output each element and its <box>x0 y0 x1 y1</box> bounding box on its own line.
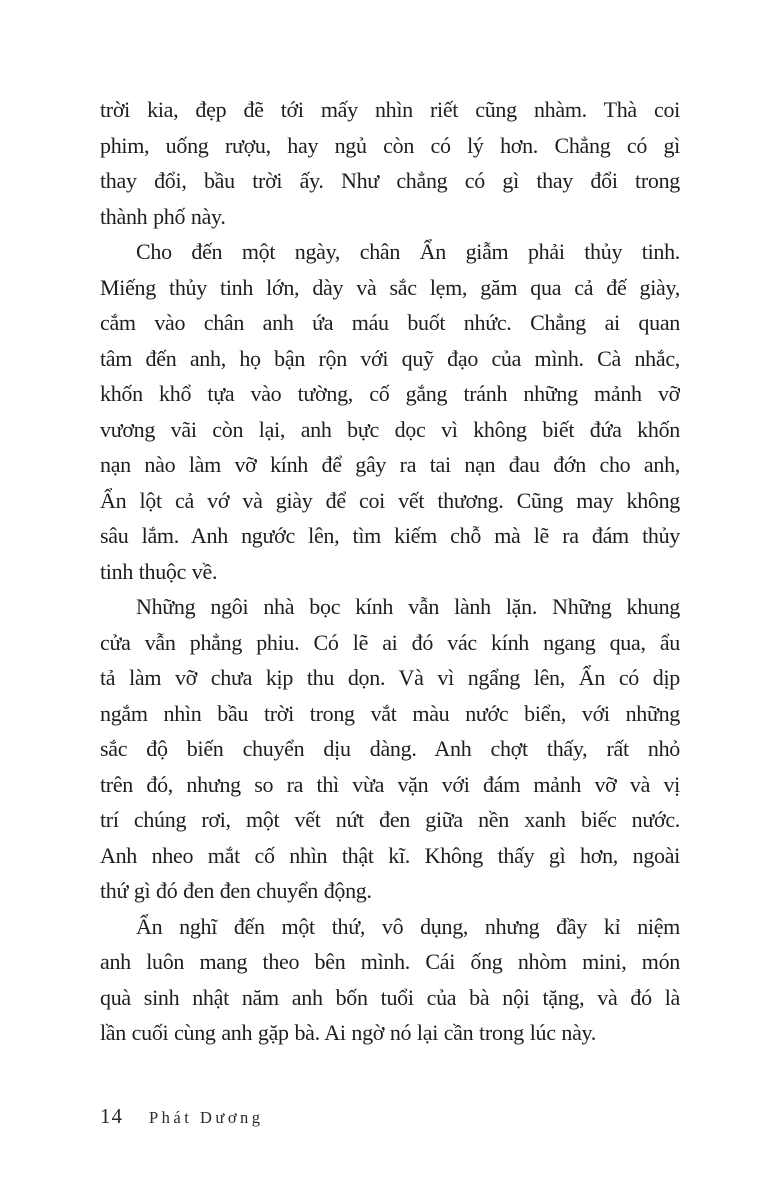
text-line: Cho đến một ngày, chân Ẩn giẫm phải thủy tinh. <box>136 239 680 264</box>
text-line: trí chúng rơi, một vết nứt đen giữa nền xanh biếc nước. <box>100 807 680 832</box>
text-line: nạn nào làm vỡ kính để gây ra tai nạn đau đớn cho anh, <box>100 452 680 477</box>
text-line: cắm vào chân anh ứa máu buốt nhức. Chẳng ai quan <box>100 310 680 335</box>
text-line: trời kia, đẹp đẽ tới mấy nhìn riết cũng nhàm. Thà coi <box>100 97 680 122</box>
paragraph <box>100 234 680 589</box>
text-line: sắc độ biến chuyển dịu dàng. Anh chợt thấy, rất nhỏ <box>100 736 680 761</box>
text-line: thay đổi, bầu trời ấy. Như chẳng có gì thay đổi trong <box>100 168 680 193</box>
page-footer <box>100 1104 680 1129</box>
text-line: Anh nheo mắt cố nhìn thật kĩ. Không thấy gì hơn, ngoài <box>100 842 680 868</box>
text-line: thành phố này. <box>100 203 226 229</box>
text-line: sâu lắm. Anh ngước lên, tìm kiếm chỗ mà lẽ ra đám thủy <box>100 523 680 548</box>
body-text <box>100 92 680 1051</box>
text-line: anh luôn mang theo bên mình. Cái ống nhòm mini, món <box>100 949 680 974</box>
text-line: Miếng thủy tinh lớn, dày và sắc lẹm, găm qua cả đế giày, <box>100 274 680 300</box>
paragraph <box>100 589 680 909</box>
text-line: phim, uống rượu, hay ngủ còn có lý hơn. Chẳng có gì <box>100 132 680 158</box>
text-line: trên đó, nhưng so ra thì vừa vặn với đám mảnh vỡ và vị <box>100 771 680 797</box>
text-line: Ẩn lột cả vớ và giày để coi vết thương. Cũng may không <box>100 487 680 513</box>
text-line: tinh thuộc về. <box>100 558 218 584</box>
text-line: quà sinh nhật năm anh bốn tuổi của bà nội tặng, và đó là <box>100 984 680 1010</box>
text-line: tâm đến anh, họ bận rộn với quỹ đạo của mình. Cà nhắc, <box>100 345 680 371</box>
text-line: Những ngôi nhà bọc kính vẫn lành lặn. Những khung <box>136 594 680 619</box>
page-number: 14 <box>100 1104 123 1128</box>
author-name: Phát Dương <box>149 1108 264 1127</box>
text-line: lần cuối cùng anh gặp bà. Ai ngờ nó lại cần trong lúc này. <box>100 1020 597 1045</box>
paragraph <box>100 92 680 234</box>
text-line: cửa vẫn phẳng phiu. Có lẽ ai đó vác kính ngang qua, ẩu <box>100 629 680 655</box>
text-line: thứ gì đó đen đen chuyển động. <box>100 878 372 903</box>
text-line: ngắm nhìn bầu trời trong vắt màu nước biển, với những <box>100 700 680 726</box>
paragraph <box>100 909 680 1051</box>
text-line: Ẩn nghĩ đến một thứ, vô dụng, nhưng đầy kỉ niệm <box>136 913 680 939</box>
text-line: khốn khổ tựa vào tường, cố gắng tránh những mảnh vỡ <box>100 381 680 406</box>
text-line: vương vãi còn lại, anh bực dọc vì không biết đứa khốn <box>100 416 680 442</box>
text-line: tả làm vỡ chưa kịp thu dọn. Và vì ngẩng lên, Ẩn có dịp <box>100 665 680 690</box>
